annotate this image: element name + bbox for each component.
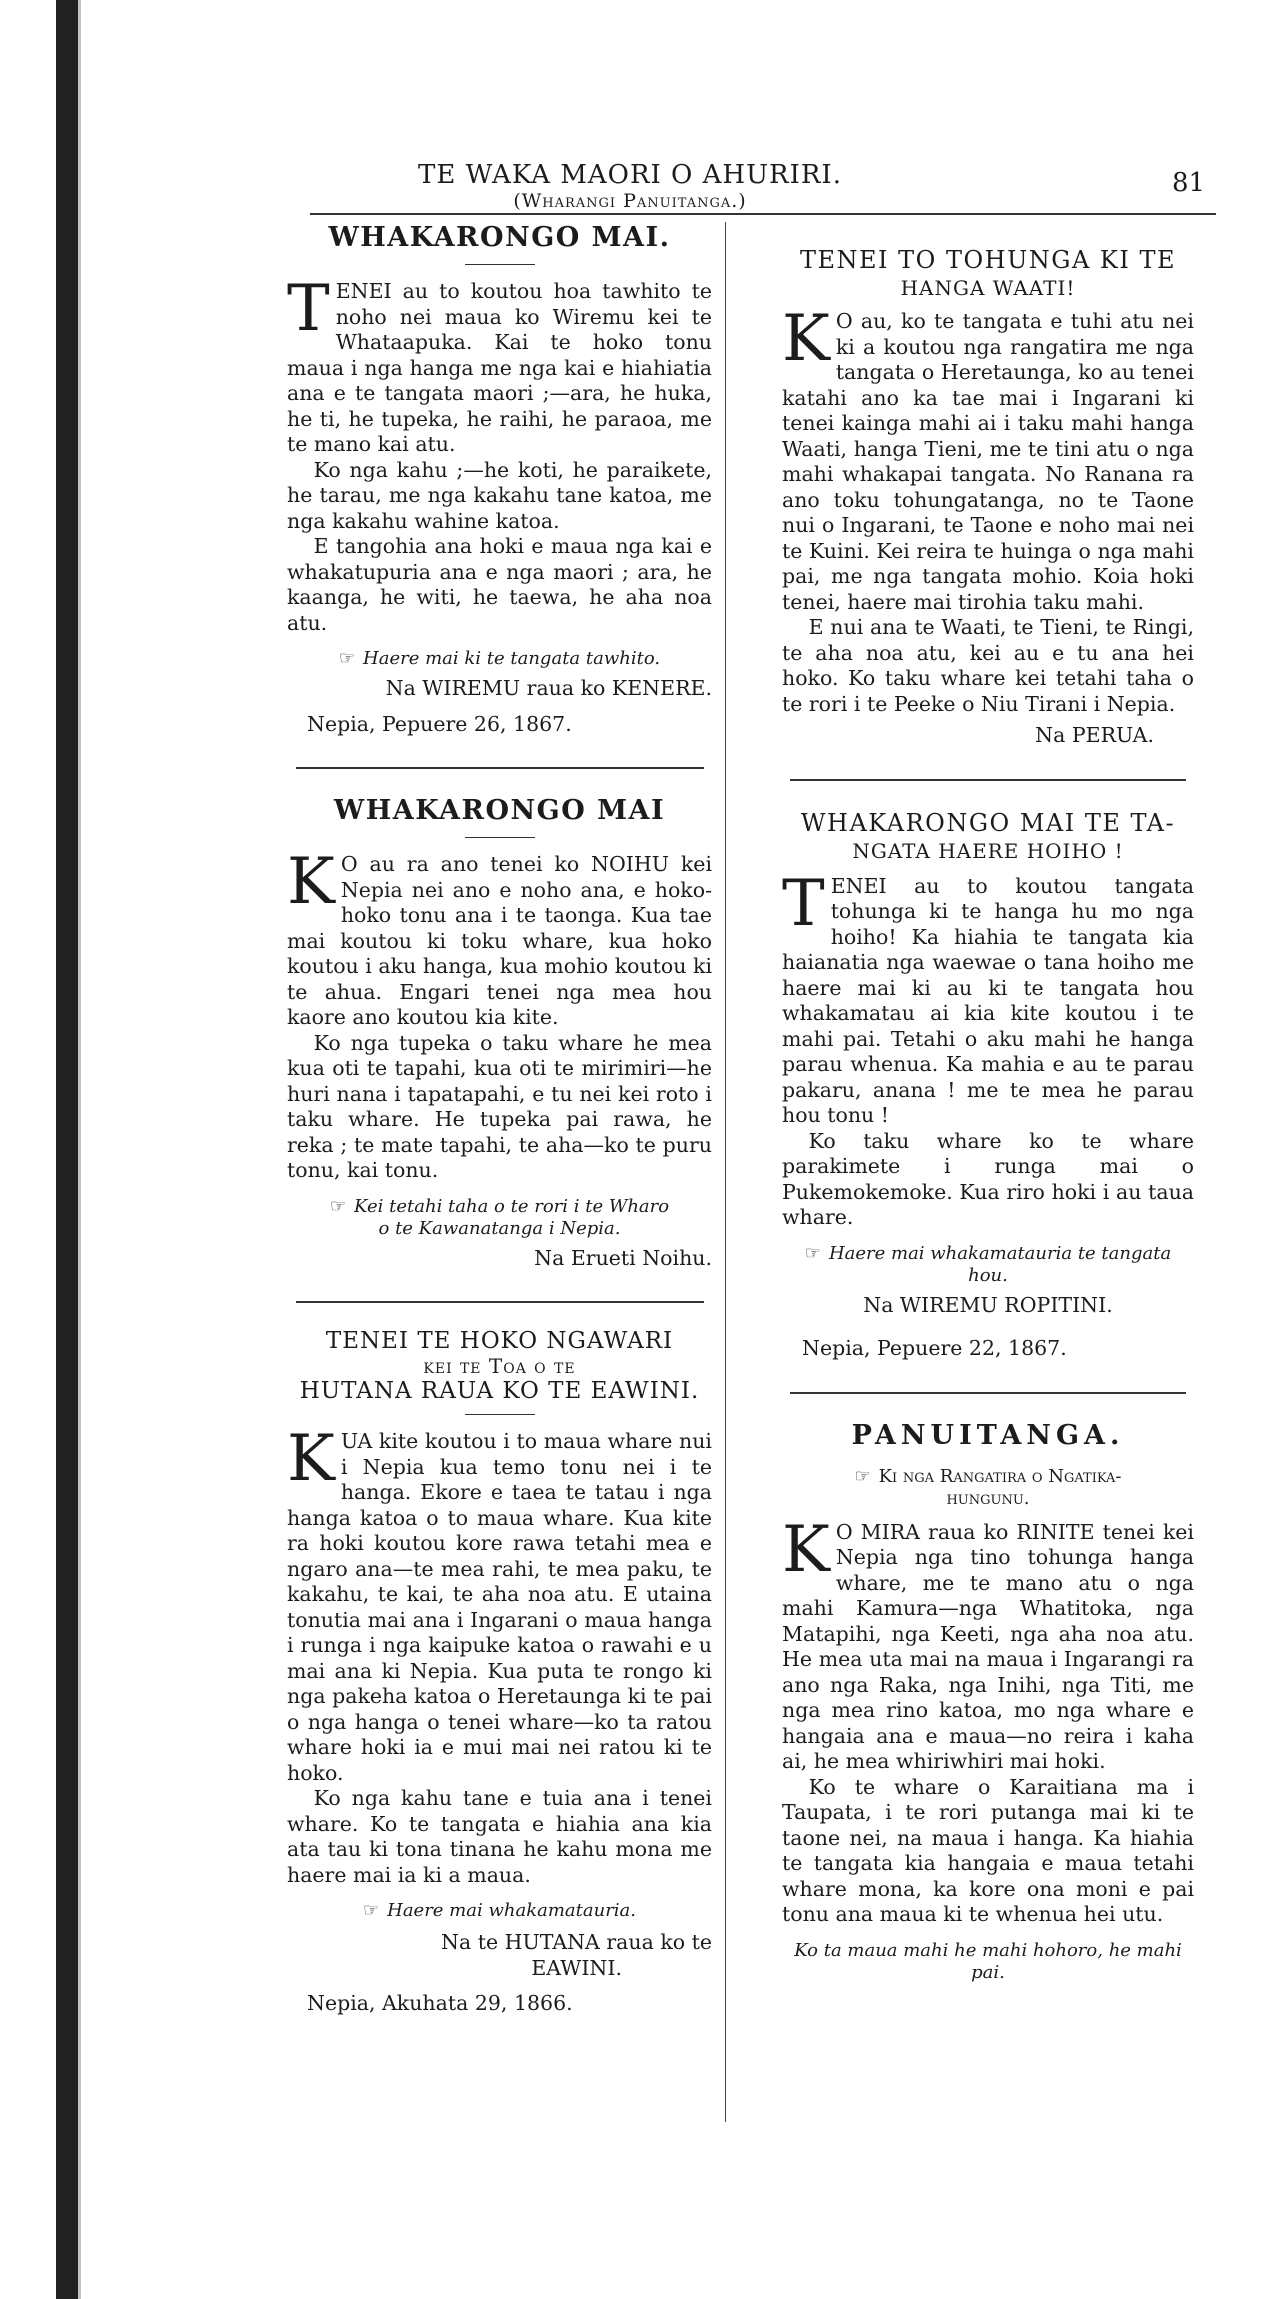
short-rule — [465, 264, 535, 265]
drop-cap: K — [287, 845, 335, 919]
drop-cap: K — [782, 1512, 830, 1587]
notice-paragraph: E nui ana te Waati, te Tieni, te Ringi, te aha noa atu, kei au e tu ana hei hoko. Ko taku whare kei tetahi taha o te rori i te Peeke o Niu Tirani i Nepia. — [782, 615, 1194, 716]
pointing-hand-icon: ☞ — [854, 1465, 871, 1487]
drop-cap: K — [287, 1422, 335, 1496]
notice-paragraph: Ko nga tupeka o taku whare he mea kua oti te tapahi, kua oti te mirimiri—he huri nana i tapatapahi, e tu nei kei roto i taku whare. He tupeka pai rawa, he reka ; te mate tapahi, te aha—ko te puru tonu, kai tonu. — [287, 1030, 712, 1182]
notice-heading-line: HANGA WAATI! — [900, 276, 1076, 300]
notice-whakarongo-mai-2 — [287, 795, 712, 1271]
notice-paragraph: KUA kite koutou i to maua whare nui i Nepia kua temo tonu nei i te hanga. Ekore e taea te tatau i nga hanga katoa o to maua whare. Kua kite ra hoki koutou kore rawa tetahi mea e ngaro ana—te mea rahi, te mea paku, te kakahu, te kai, te aha noa atu. E utaina tonutia mai ana i Ingarani o maua hanga i runga i nga kaipuke katoa o rawahi e u mai ana ki Nepia. Kua puta te rongo ki nga pakeha katoa o Heretaunga ki te pai o nga hanga o tenei whare—ko ta ratou whare hoki ia e mui mai nei ratou ki te hoko. — [287, 1422, 712, 1785]
page-binding-edge — [0, 0, 78, 2299]
pointing-hand-icon: ☞ — [804, 1242, 821, 1264]
notice-heading: WHAKARONGO MAI. — [328, 222, 671, 253]
page-header — [310, 160, 950, 212]
notice-signature: Na WIREMU raua ko KENERE. — [385, 676, 712, 700]
section-rule — [790, 1392, 1186, 1394]
notice-heading-line: HUTANA RAUA KO TE EAWINI. — [299, 1378, 700, 1404]
notice-tohunga-waati — [782, 244, 1194, 749]
notice-paragraph: TENEI au to koutou tangata tohunga ki te hanga hu mo nga hoiho! Ka hiahia te tangata kia haianatia nga waewae o tana hoiho me haere mai ki au ki te tangata hou whakamatau ai kia kite koutou i te mahi pai. Tetahi o aku mahi he hanga parau whenua. Ka mahia e au te parau pakaru, anana ! me te mea he parau hou tonu ! — [782, 866, 1194, 1127]
notice-date: Nepia, Pepuere 22, 1867. — [802, 1336, 1067, 1360]
notice-paragraph: K O MIRA raua ko RINITE tenei kei Nepia nga tino tohunga hanga whare, me te mano atu o nga mahi Kamura—nga Whatitoka, nga Matapihi, nga Keeti, nga aha noa atu. He mea uta mai na maua i Ingarangi ra ano nga Raka, nga Inihi, nga Titi, me nga mea rino katoa, mo nga whare e hangaia ana e maua—no reira i kaha ai, he mea whiriwhiri mai hoki. — [782, 1512, 1194, 1773]
notice-signature: Na PERUA. — [1035, 723, 1154, 747]
section-rule — [790, 779, 1186, 781]
notice-heading: TENEI TE HOKO NGAWARI — [325, 1328, 674, 1354]
notice-paragraph: K O au ra ano tenei ko NOIHU kei Nepia nei ano e noho ana, e hoko-hoko tonu ana i te taonga. Kua tae mai koutou ki toku whare, kua hoko koutou i aku hanga, kua mohio koutou ki te ahua. Engari tenei nga mea hou kaore ano koutou kia kite. — [287, 845, 712, 1029]
drop-cap: K — [782, 302, 830, 376]
newspaper-subtitle: (Wharangi Panuitanga.) — [513, 190, 747, 212]
right-column — [782, 244, 1194, 1984]
notice-hoko-ngawari — [287, 1329, 712, 2017]
notice-heading: WHAKARONGO MAI TE TA- — [800, 808, 1176, 837]
notice-address: ☞ Ki nga Rangatira o Ngatika- hungunu. — [854, 1465, 1122, 1509]
notice-paragraph: Ko nga kahu ;—he koti, he paraikete, he tarau, me nga kakahu tane katoa, me nga kakahu wahine katoa. — [287, 457, 712, 533]
page-number: 81 — [1172, 168, 1206, 198]
notice-heading: WHAKARONGO MAI — [333, 795, 666, 826]
notice-paragraph: K O au, ko te tangata e tuhi atu nei ki a koutou nga rangatira me nga tangata o Heretaunga, ko au tenei katahi ano ka tae mai i Ingarani ki tenei kainga mahi ai i taku mahi hanga Waati, hanga Tieni, me te tini atu o nga mahi whakapai tangata. No Ranana ra ano toku tohungatanga, no te Taone nui o Ingarani, te Taone e noho mai nei te Kuini. Kei reira te huinga o nga mahi pai, me nga tangata mohio. Koia hoki tenei, haere mai tirohia taku mahi. — [782, 302, 1194, 614]
notice-date: Nepia, Pepuere 26, 1867. — [307, 711, 572, 736]
notice-note: ☞ Kei tetahi taha o te rori i te Wharo o te Kawanatanga i Nepia. — [329, 1195, 670, 1239]
notice-paragraph: E tangohia ana hoki e maua nga kai e whakatupuria ana e nga maori ; ara, he kaanga, he witi, he taewa, he aha noa atu. — [287, 534, 712, 635]
newspaper-title: TE WAKA MAORI O AHURIRI. — [418, 160, 842, 190]
column-divider — [725, 222, 726, 2122]
notice-date: Nepia, Akuhata 29, 1866. — [307, 1991, 573, 2015]
notice-signature: Na Erueti Noihu. — [534, 1245, 712, 1270]
notice-paragraph: Ko taku whare ko te whare parakimete i runga mai o Pukemokemoke. Kua riro hoki i au taua whare. — [782, 1128, 1194, 1229]
notice-paragraph: Ko nga kahu tane e tuia ana i tenei whare. Ko te tangata e hiahia ana kia ata tau ki tona tinana he kahu mona me haere mai ia ki a maua. — [287, 1786, 712, 1887]
notice-tohunga-hoiho — [782, 807, 1194, 1362]
left-column — [287, 222, 712, 2017]
notice-note: ☞ Haere mai whakamatauria. — [362, 1900, 637, 1921]
notice-note: ☞ Haere mai ki te tangata tawhito. — [338, 648, 661, 669]
notice-heading: TENEI TO TOHUNGA KI TE — [799, 246, 1176, 274]
notice-signature: Na WIREMU ROPITINI. — [863, 1292, 1113, 1317]
notice-panuitanga — [782, 1420, 1194, 1984]
section-rule — [296, 767, 704, 769]
section-rule — [296, 1301, 704, 1303]
header-rule — [310, 213, 1216, 215]
drop-cap: T — [782, 866, 825, 941]
pointing-hand-icon: ☞ — [362, 1900, 380, 1921]
notice-heading: PANUITANGA. — [851, 1419, 1125, 1451]
short-rule — [465, 1414, 535, 1415]
notice-paragraph: Ko te whare o Karaitiana ma i Taupata, i te rori putanga mai ki te taone nei, na maua i hanga. Ka hiahia te tangata kia hangaia e maua tetahi whare mona, ka kore ona moni e pai tonu ana maua ki te whenua hei utu. — [782, 1774, 1194, 1926]
notice-signature: Na te HUTANA raua ko te EAWINI. — [441, 1930, 712, 1980]
binding-shadow — [56, 0, 78, 2299]
pointing-hand-icon: ☞ — [329, 1195, 347, 1217]
binding-fleck — [78, 0, 81, 2299]
drop-cap: T — [287, 272, 330, 346]
notice-footer-note: Ko ta maua mahi he mahi hohoro, he mahi pai. — [794, 1939, 1182, 1983]
short-rule — [465, 837, 535, 838]
notice-note: ☞ Haere mai whakamatauria te tangata hou. — [804, 1242, 1172, 1286]
pointing-hand-icon: ☞ — [338, 648, 356, 669]
notice-heading-line: NGATA HAERE HOIHO ! — [852, 838, 1124, 863]
notice-heading-line: kei te Toa o te — [423, 1354, 576, 1378]
notice-whakarongo-mai-1 — [287, 222, 712, 737]
notice-paragraph: TENEI au to koutou hoa tawhito te noho nei maua ko Wiremu kei te Whataapuka. Kai te hoko tonu maua i nga hanga me nga kai e hiahiatia ana e te tangata maori ;—ara, he huka, he ti, he tupeka, he raihi, he paraoa, me te mano kai atu. — [287, 272, 712, 456]
